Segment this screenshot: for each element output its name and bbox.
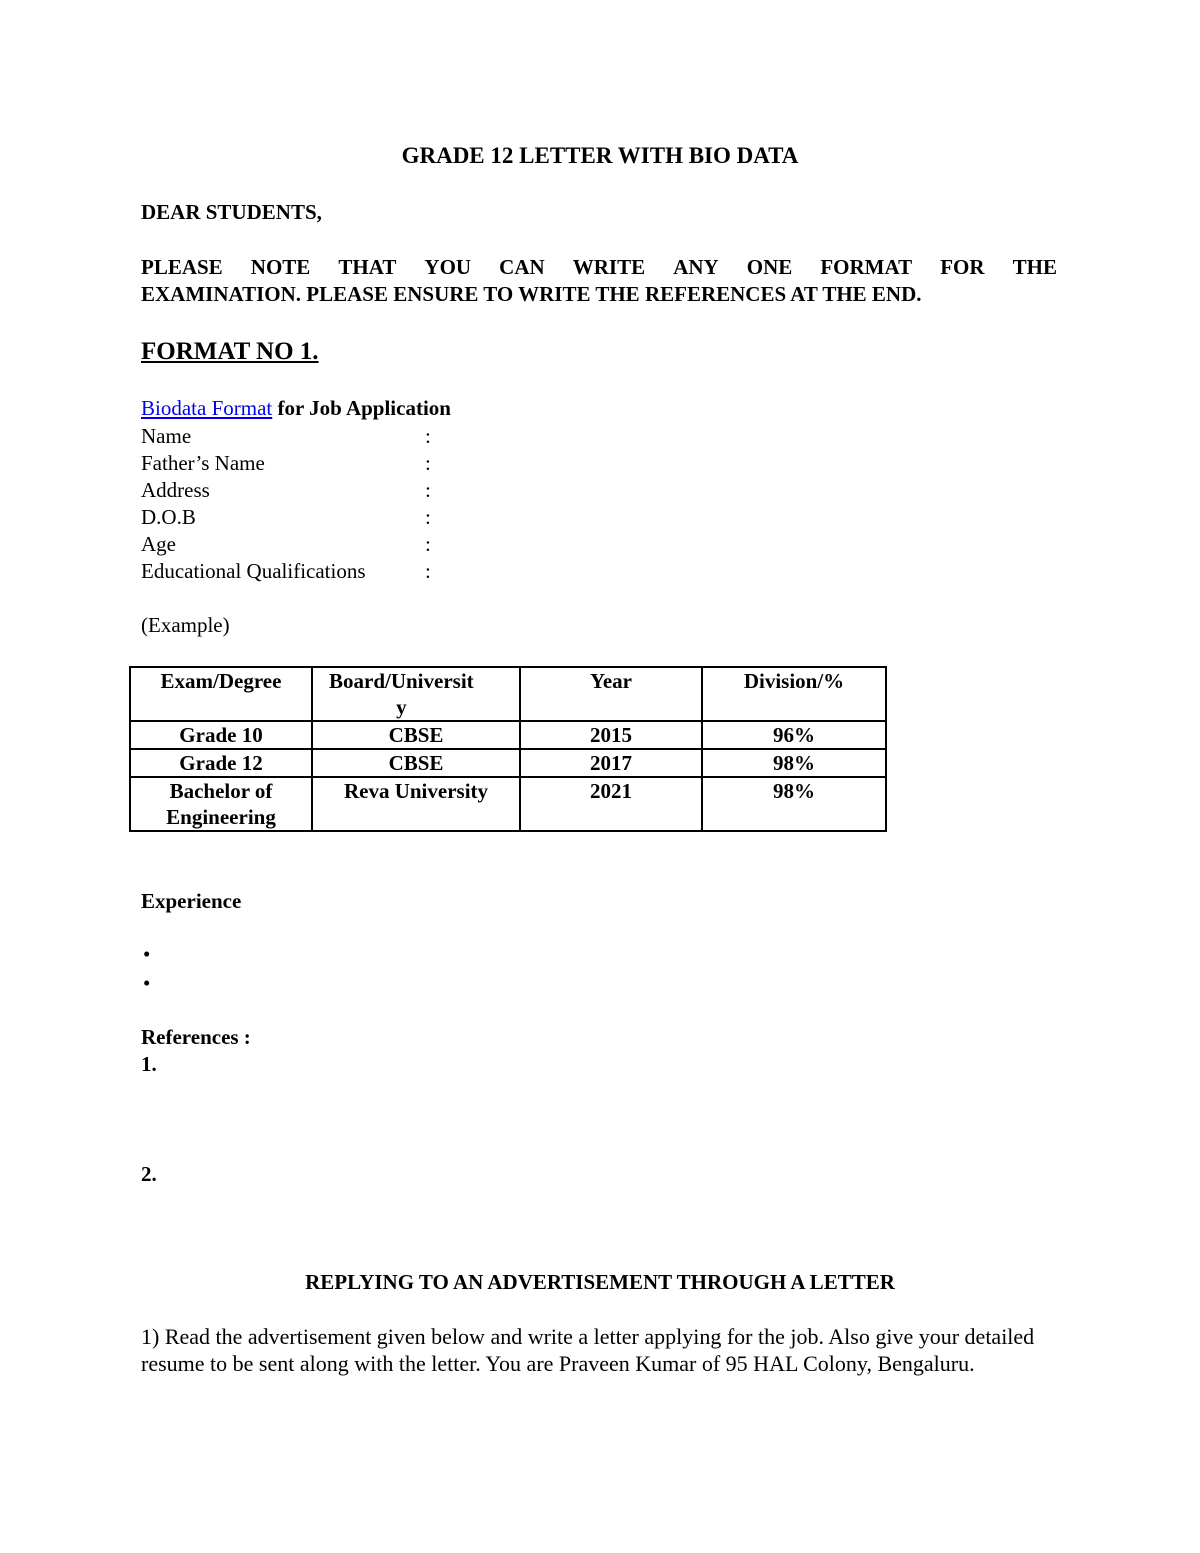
note-word: FORMAT bbox=[820, 255, 913, 279]
note-word: YOU bbox=[424, 255, 472, 279]
biodata-heading-text: for Job Application bbox=[272, 396, 451, 420]
note-word: CAN bbox=[499, 255, 545, 279]
field-age bbox=[141, 532, 431, 557]
table-cell: 2015 bbox=[520, 721, 702, 749]
field-colon: : bbox=[425, 451, 431, 475]
table-header-cell bbox=[520, 667, 702, 721]
table-header-cell bbox=[312, 667, 520, 721]
note-line-1 bbox=[141, 255, 1057, 280]
table-header-cell bbox=[130, 667, 312, 721]
table-cell: 2021 bbox=[520, 777, 702, 831]
format-heading: FORMAT NO 1. bbox=[141, 338, 319, 365]
field-label: Age bbox=[141, 532, 176, 556]
field-label: Address bbox=[141, 478, 210, 502]
table-cell: 98% bbox=[702, 777, 886, 831]
note-word: THE bbox=[1012, 255, 1057, 279]
field-colon: : bbox=[425, 424, 431, 448]
table-cell: Bachelor of Engineering bbox=[130, 777, 312, 831]
field-name bbox=[141, 424, 431, 449]
experience-heading: Experience bbox=[141, 889, 242, 913]
table-cell: Grade 12 bbox=[130, 749, 312, 777]
reply-heading: REPLYING TO AN ADVERTISEMENT THROUGH A LETTER bbox=[305, 1270, 895, 1294]
table-cell: 96% bbox=[702, 721, 886, 749]
note-word: THAT bbox=[338, 255, 397, 279]
note-word: WRITE bbox=[572, 255, 646, 279]
field-address bbox=[141, 478, 431, 503]
greeting: DEAR STUDENTS, bbox=[141, 200, 322, 224]
header-exam: Exam/Degree bbox=[160, 669, 282, 693]
field-label: Name bbox=[141, 424, 192, 448]
field-colon: : bbox=[425, 559, 431, 583]
header-board: Board/Universit y bbox=[329, 669, 474, 719]
note-word: PLEASE bbox=[141, 255, 223, 279]
field-colon: : bbox=[425, 532, 431, 556]
experience-bullet: • bbox=[143, 971, 151, 995]
field-dob bbox=[141, 505, 431, 530]
field-fathers-name bbox=[141, 451, 431, 476]
biodata-heading bbox=[141, 396, 451, 421]
header-year: Year bbox=[590, 669, 632, 693]
field-label: Father’s Name bbox=[141, 451, 265, 475]
note-word: NOTE bbox=[250, 255, 311, 279]
question-text: 1) Read the advertisement given below and write a letter applying for the job. Also give your detailed resume to be sent along with the letter. You are Praveen Kumar of 95 HAL Colony, Bengaluru. bbox=[141, 1324, 1035, 1376]
biodata-format-link[interactable]: Biodata Format bbox=[141, 396, 273, 420]
reference-number: 1. bbox=[141, 1052, 157, 1076]
table-row bbox=[130, 777, 886, 831]
table-row bbox=[130, 749, 886, 777]
document-title: GRADE 12 LETTER WITH BIO DATA bbox=[401, 143, 799, 168]
table-header-row bbox=[130, 667, 886, 721]
note-word: ONE bbox=[746, 255, 793, 279]
field-label: D.O.B bbox=[141, 505, 196, 529]
table-cell: Grade 10 bbox=[130, 721, 312, 749]
table-cell: 2017 bbox=[520, 749, 702, 777]
field-colon: : bbox=[425, 505, 431, 529]
table-row bbox=[130, 721, 886, 749]
example-label: (Example) bbox=[141, 613, 230, 637]
table-cell: Reva University bbox=[312, 777, 520, 831]
table-cell: CBSE bbox=[312, 721, 520, 749]
note-word: ANY bbox=[673, 255, 719, 279]
table-cell: 98% bbox=[702, 749, 886, 777]
note-word: FOR bbox=[940, 255, 985, 279]
field-colon: : bbox=[425, 478, 431, 502]
reference-number: 2. bbox=[141, 1162, 157, 1186]
note-line-2: EXAMINATION. PLEASE ENSURE TO WRITE THE REFERENCES AT THE END. bbox=[141, 282, 922, 306]
field-label: Educational Qualifications bbox=[141, 559, 366, 583]
header-division: Division/% bbox=[743, 669, 845, 693]
table-header-cell bbox=[702, 667, 886, 721]
experience-bullet: • bbox=[143, 942, 151, 966]
field-educational-qualifications bbox=[141, 559, 431, 584]
education-table bbox=[129, 666, 887, 832]
references-heading: References : bbox=[141, 1025, 251, 1049]
table-cell: CBSE bbox=[312, 749, 520, 777]
